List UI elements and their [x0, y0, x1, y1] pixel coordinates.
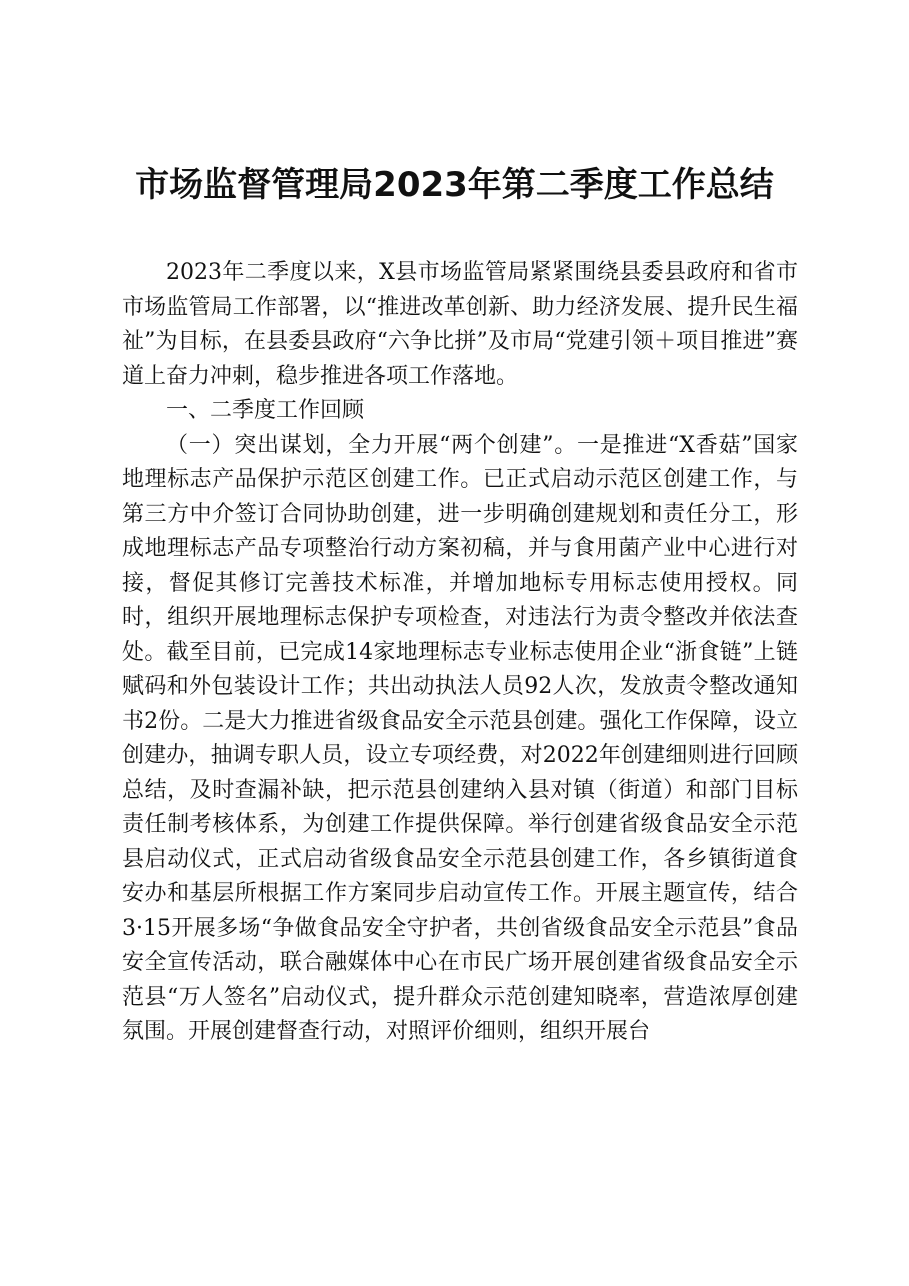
section-heading: 一、二季度工作回顾 [166, 398, 365, 423]
document-body [122, 256, 798, 1050]
document-title: 市场监督管理局2023年第二季度工作总结 [135, 165, 774, 205]
section-paragraph: （一）突出谋划，全力开展“两个创建”。一是推进“X香菇”国家地理标志产品保护示范区创建工作。已正式启动示范区创建工作，与第三方中介签订合同协助创建，进一步明确创建规划和责任分工，形成地理标志产品专项整治行动方案初稿，并与食用菌产业中心进行对接，督促其修订完善技术标准，并增加地标专用标志使用授权。同时，组织开展地理标志保护专项检查，对违法行为责令整改并依法查处。截至目前，已完成14家地理标志专业标志使用企业“浙食链”上链赋码和外包装设计工作；共出动执法人员92人次，发放责令整改通知书2份。二是大力推进省级食品安全示范县创建。强化工作保障，设立创建办，抽调专职人员，设立专项经费，对2022年创建细则进行回顾总结，及时查漏补缺，把示范县创建纳入县对镇（街道）和部门目标责任制考核体系，为创建工作提供保障。举行创建省级食品安全示范县启动仪式，正式启动省级食品安全示范县创建工作，各乡镇街道食安办和基层所根据工作方案同步启动宣传工作。开展主题宣传，结合3·15开展多场“争做食品安全守护者，共创省级食品安全示范县”食品安全宣传活动，联合融媒体中心在市民广场开展创建省级食品安全示范县“万人签名”启动仪式，提升群众示范创建知晓率，营造浓厚创建氛围。开展创建督查行动，对照评价细则，组织开展台 [122, 432, 798, 1044]
intro-paragraph: 2023年二季度以来，X县市场监管局紧紧围绕县委县政府和省市市场监管局工作部署，以“推进改革创新、助力经济发展、提升民生福祉”为目标，在县委县政府“六争比拼”及市局“党建引领＋项目推进”赛道上奋力冲刺，稳步推进各项工作落地。 [122, 260, 798, 389]
